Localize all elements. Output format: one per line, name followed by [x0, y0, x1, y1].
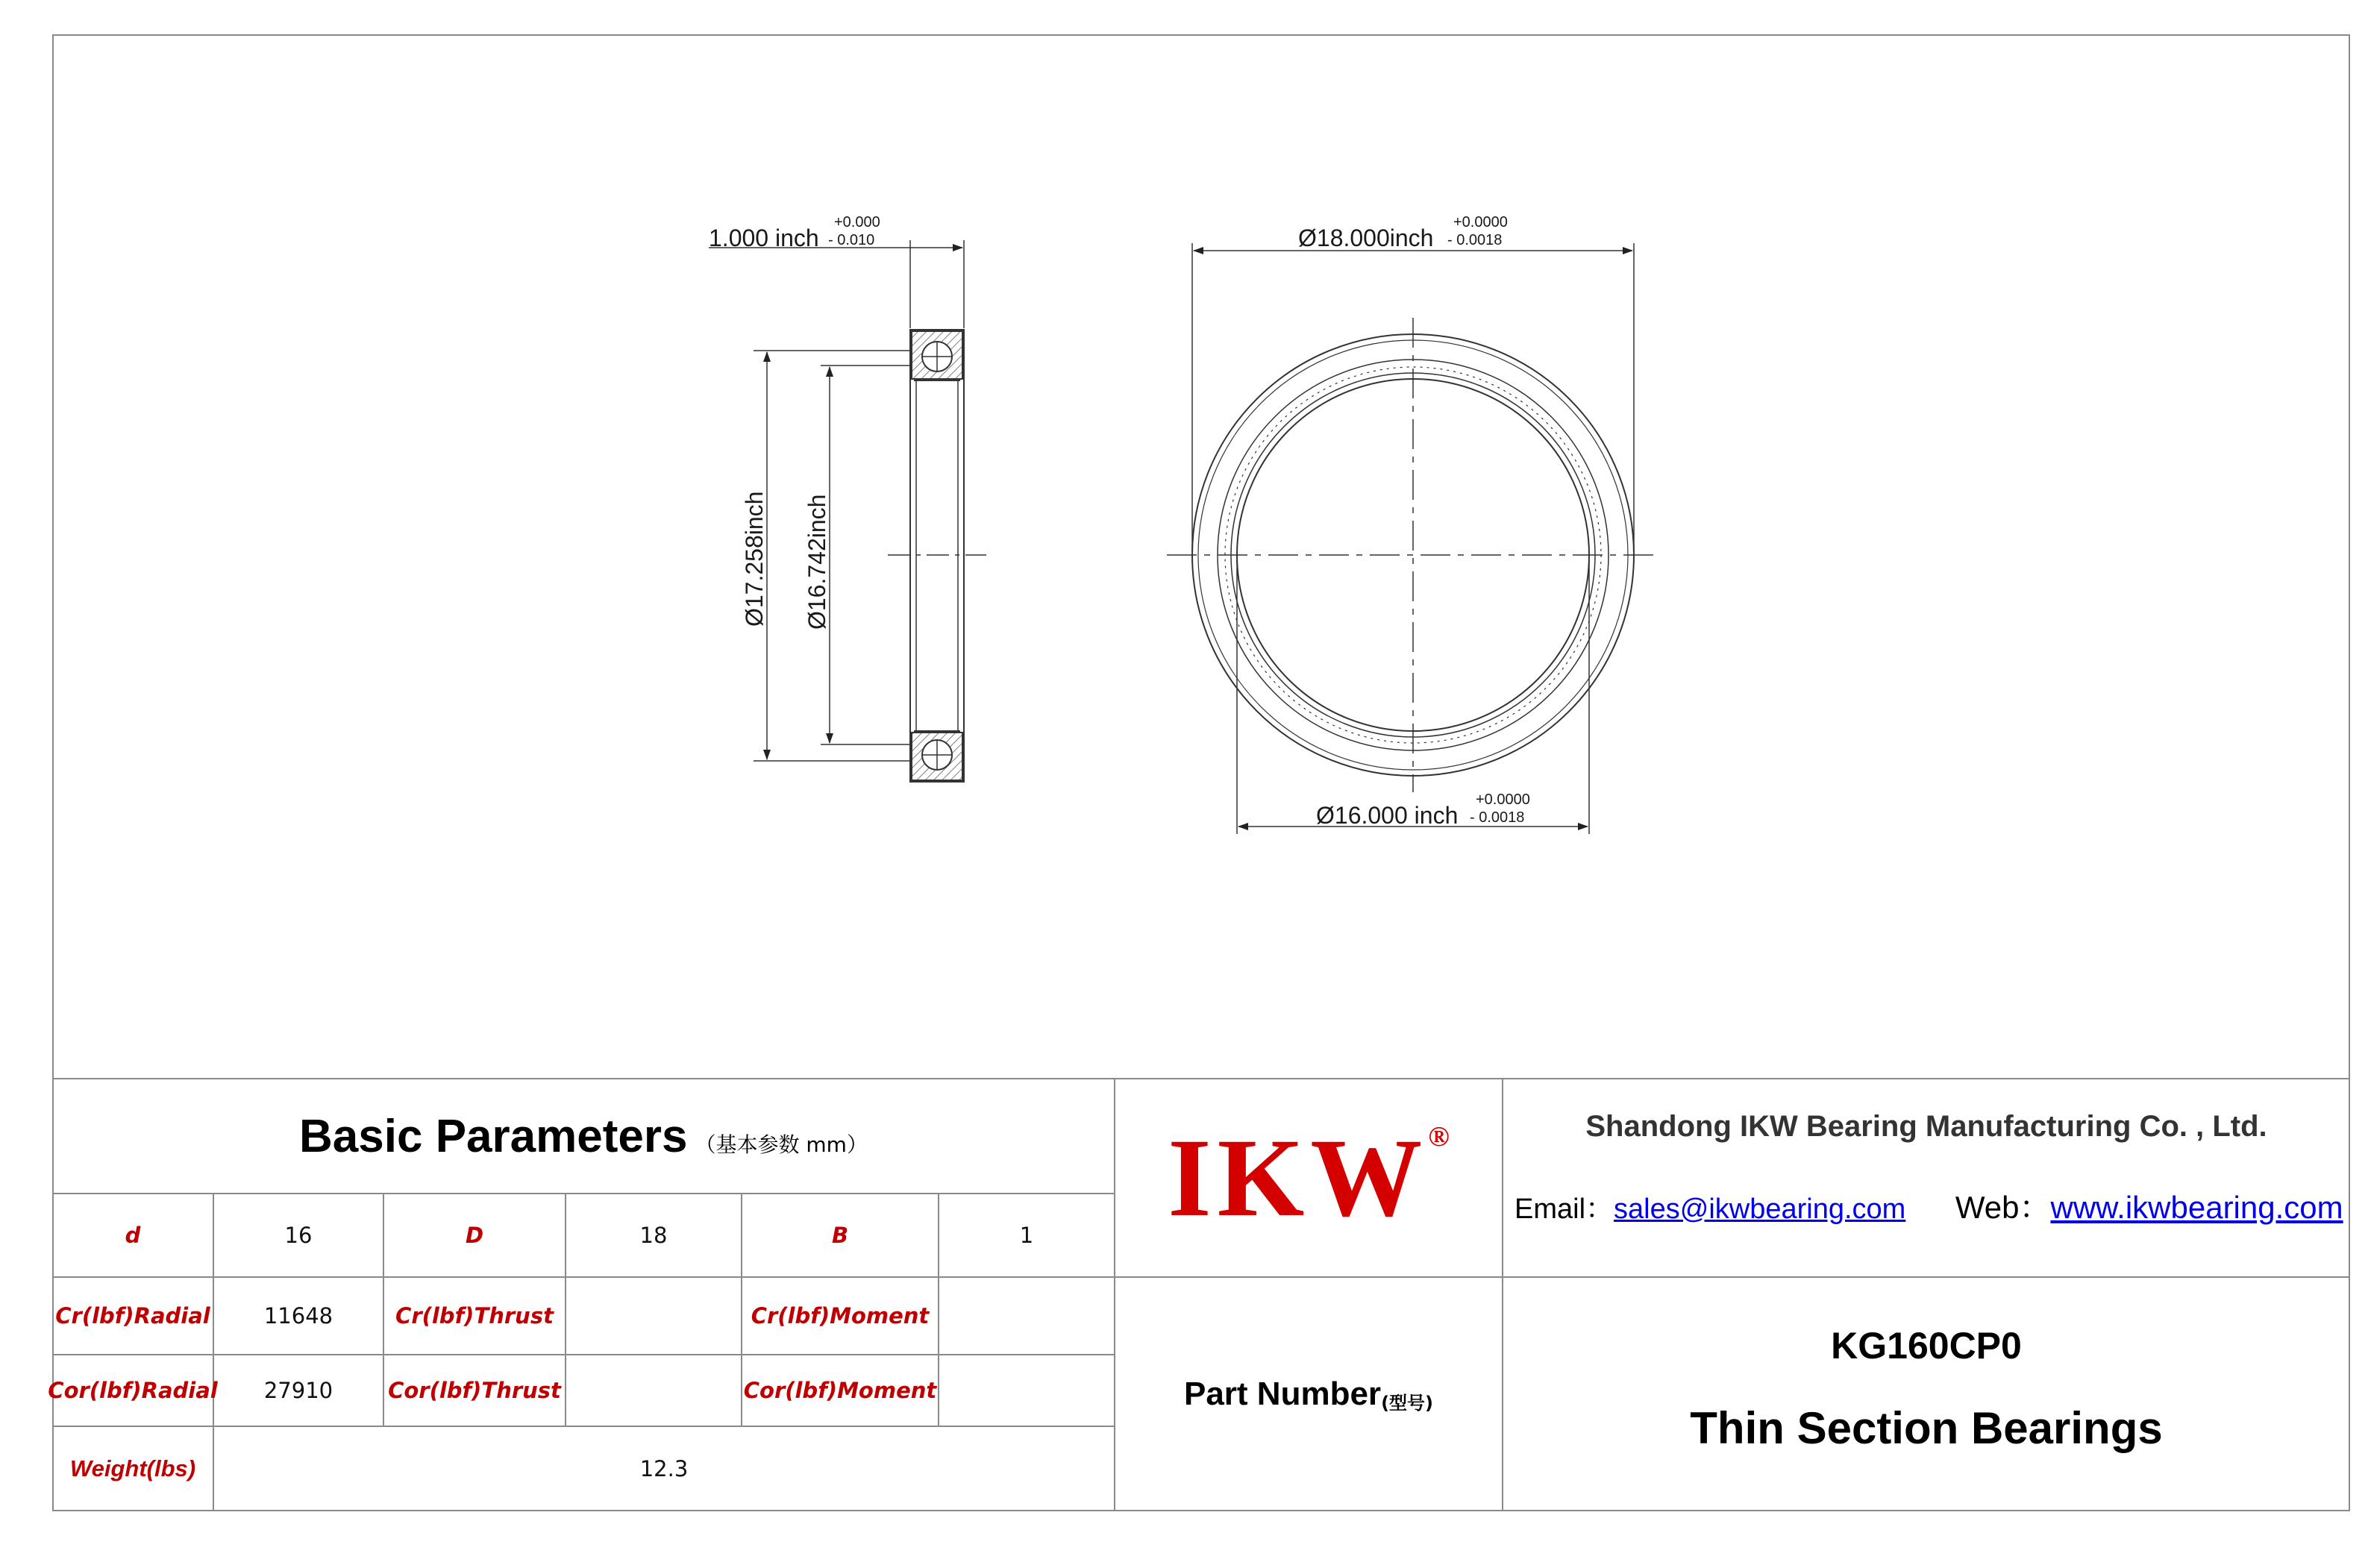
company-name: Shandong IKW Bearing Manufacturing Co. , Ltd.: [1585, 1109, 2267, 1143]
cr-moment-value: [939, 1277, 1115, 1355]
cr-moment-label: Cr(lbf)Moment: [751, 1303, 930, 1329]
bearing-type: Thin Section Bearings: [1690, 1402, 2163, 1453]
B-value: 1: [1019, 1223, 1034, 1248]
cor-radial-label: Cor(lbf)Radial: [48, 1378, 218, 1403]
weight-label: Weight(lbs): [69, 1455, 196, 1481]
outer-tol-upper: +0.0000: [1453, 214, 1508, 231]
logo-text: IKW: [1168, 1116, 1429, 1240]
weight-value: 12.3: [639, 1456, 689, 1481]
side-ring-outline: [910, 330, 964, 782]
part-number-cell: [1503, 1310, 2350, 1382]
d-value: 16: [284, 1223, 313, 1248]
d-label: d: [125, 1223, 141, 1248]
outer-dim-text: Ø18.000inch: [1298, 225, 1434, 251]
web-link[interactable]: www.ikwbearing.com: [2050, 1190, 2343, 1225]
cor-thrust-value: [566, 1355, 742, 1426]
cr-radial-value: 11648: [263, 1303, 333, 1329]
bearing-type-cell: [1503, 1389, 2350, 1467]
inner-dim-text: Ø16.000 inch: [1316, 802, 1459, 829]
registered-mark: ®: [1428, 1121, 1450, 1153]
email-link[interactable]: sales@ikwbearing.com: [1614, 1194, 1906, 1225]
cr-thrust-value: [566, 1277, 742, 1355]
width-dim-text: 1.000 inch: [709, 225, 819, 251]
B-label: B: [831, 1223, 849, 1248]
part-number-label-cn: (型号): [1381, 1392, 1433, 1414]
inner-tol-lower: - 0.0018: [1470, 809, 1525, 826]
basic-parameters-title: Basic Parameters: [299, 1110, 688, 1162]
cor-thrust-label: Cor(lbf)Thrust: [388, 1378, 561, 1403]
cor-moment-label: Cor(lbf)Moment: [743, 1378, 937, 1403]
cr-thrust-label: Cr(lbf)Thrust: [395, 1303, 554, 1329]
inner-tol-upper: +0.0000: [1476, 791, 1530, 808]
inner-ring-dim-text: Ø16.742inch: [804, 494, 830, 630]
cr-radial-label: Cr(lbf)Radial: [55, 1303, 210, 1329]
company-name-cell: [1503, 1097, 2350, 1156]
basic-parameters-subtitle: （基本参数 mm）: [695, 1132, 868, 1157]
cor-radial-value: 27910: [263, 1378, 333, 1403]
front-view: [1167, 243, 1659, 834]
part-number-label: Part Number: [1183, 1376, 1382, 1412]
D-label: D: [465, 1223, 484, 1248]
width-tol-lower: - 0.010: [828, 232, 875, 248]
part-number-value: KG160CP0: [1831, 1325, 2022, 1367]
width-tol-upper: +0.000: [834, 214, 880, 231]
cor-moment-value: [939, 1355, 1115, 1426]
contact-line: [1515, 1183, 2350, 1228]
D-value: 18: [639, 1223, 668, 1248]
web-label: Web：: [1955, 1190, 2051, 1225]
ikw-logo: [1115, 1079, 1503, 1277]
email-label: Email：: [1515, 1194, 1614, 1225]
outer-tol-lower: - 0.0018: [1447, 232, 1503, 248]
outer-ring-dim-text: Ø17.258inch: [741, 491, 768, 627]
basic-parameters-header: [52, 1079, 1115, 1194]
part-number-label-cell: [1115, 1277, 1503, 1511]
